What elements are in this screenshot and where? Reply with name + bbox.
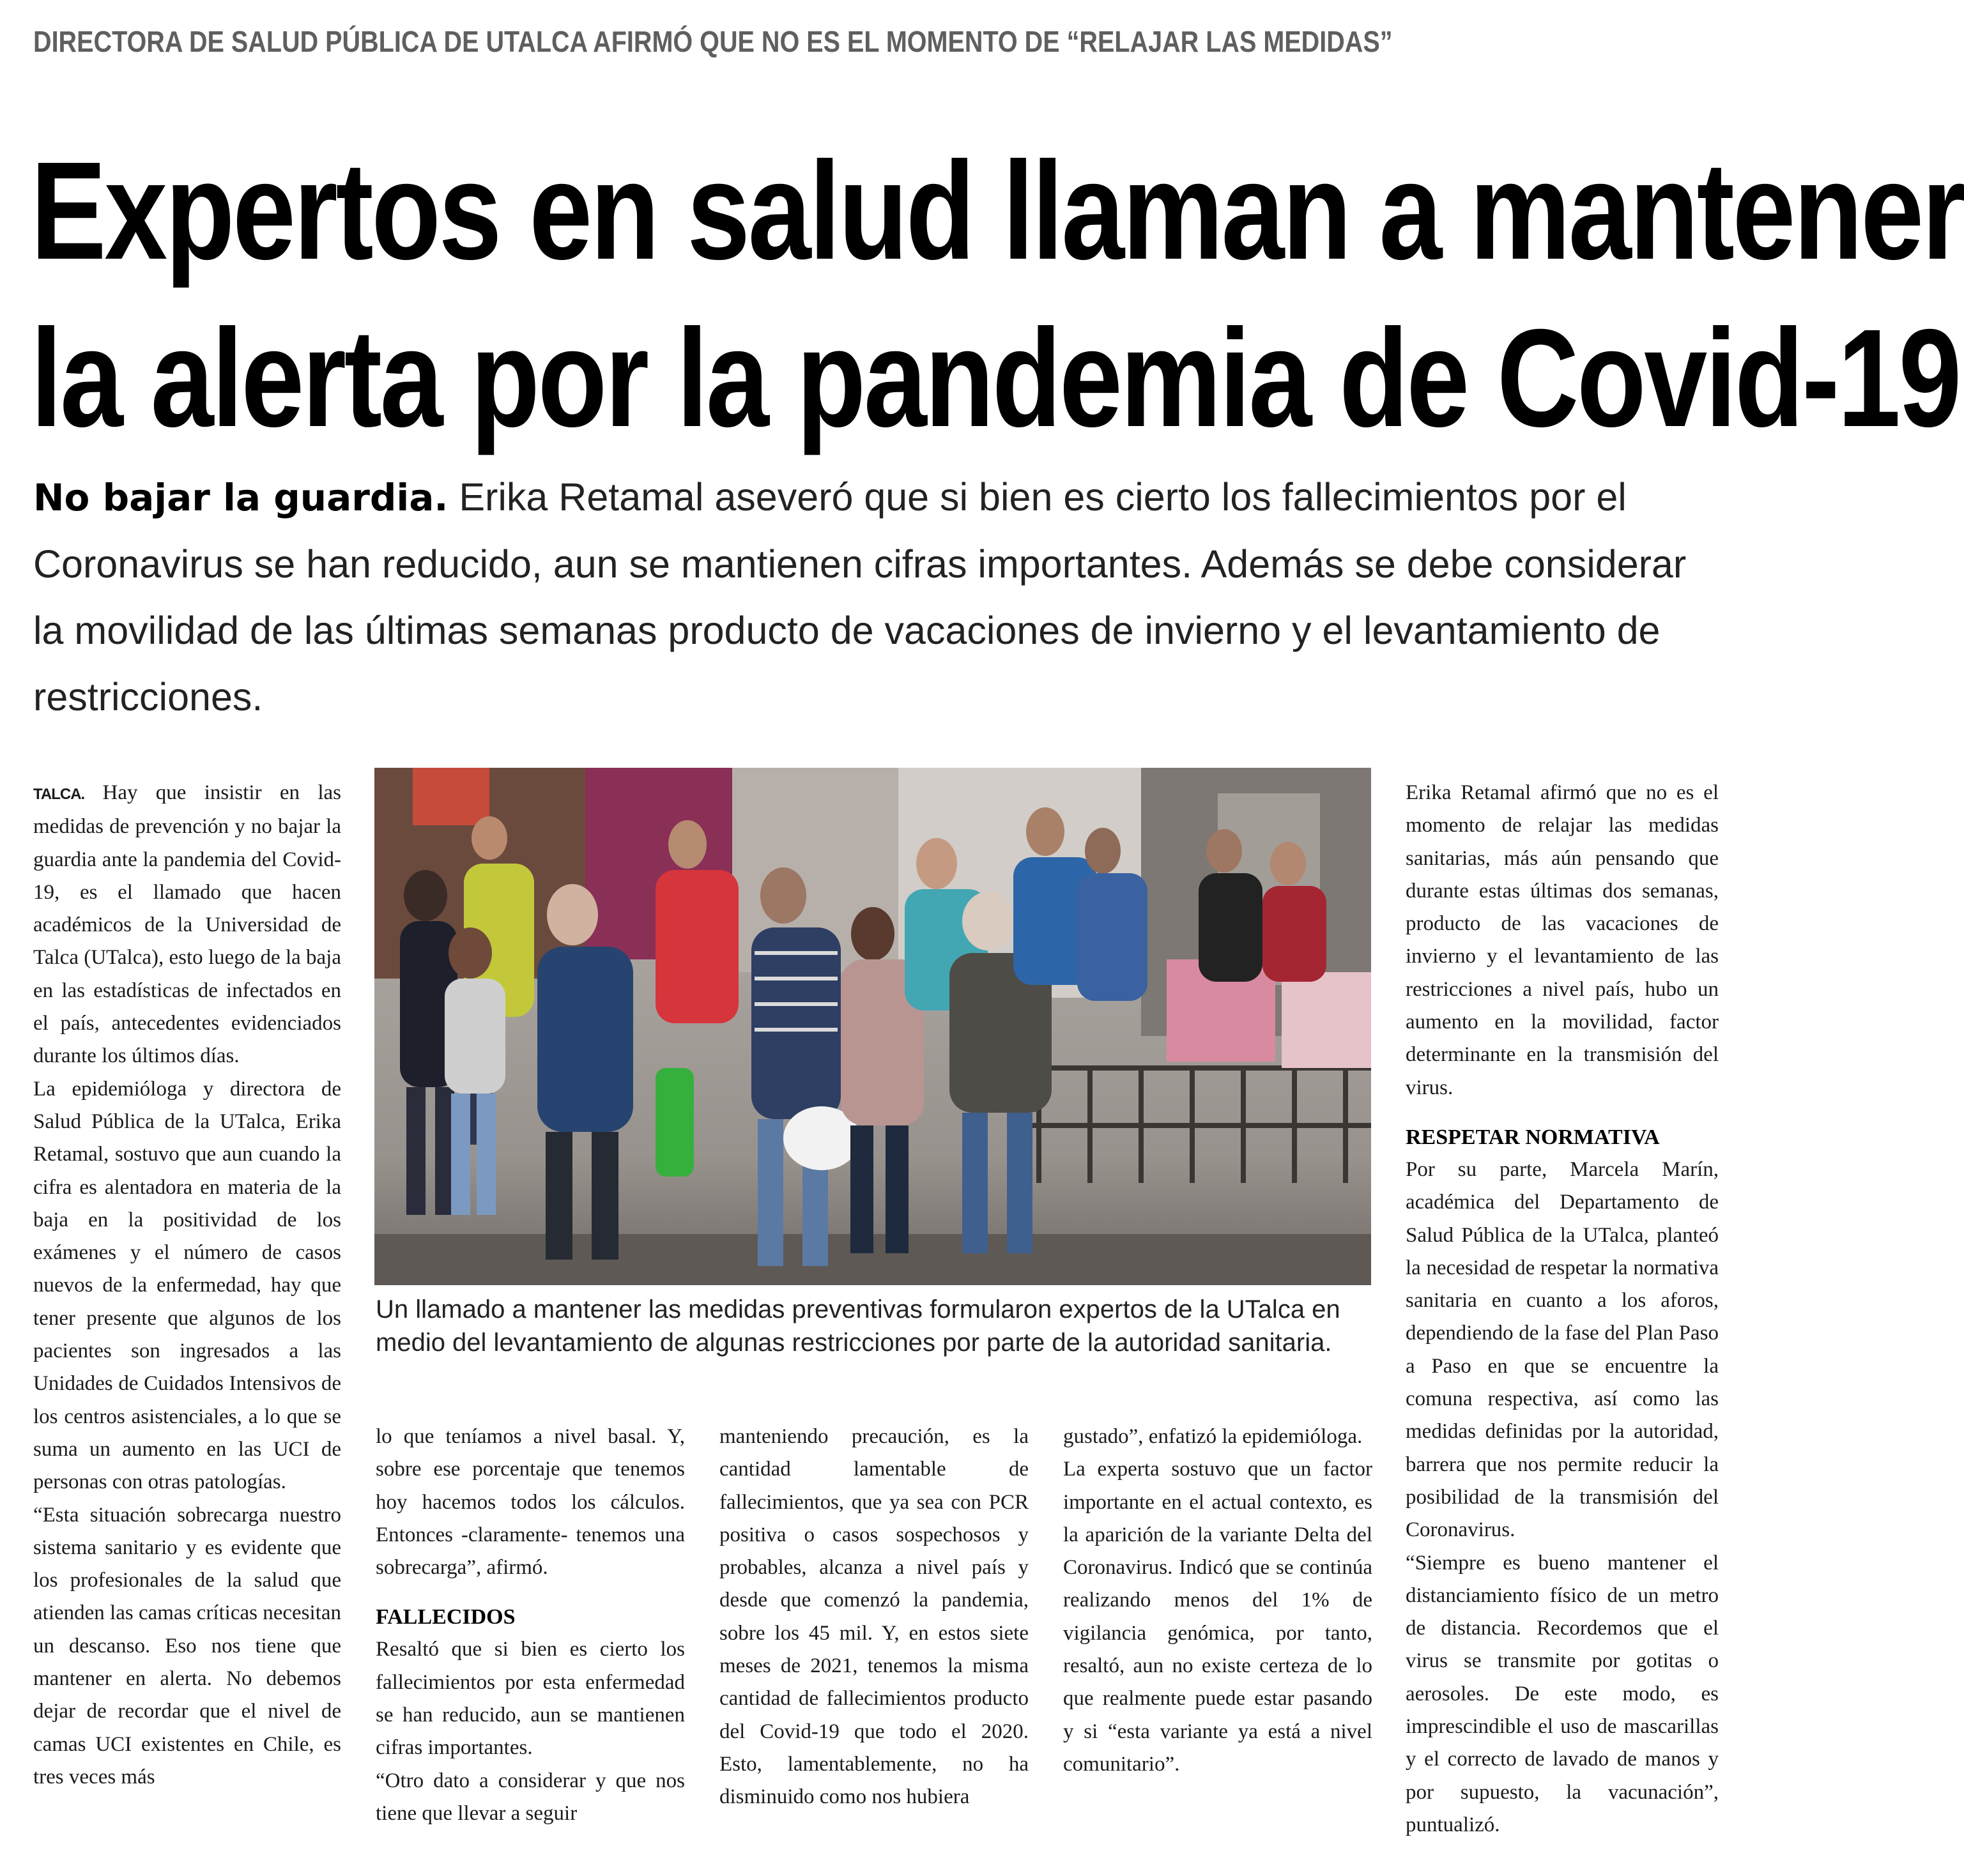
col5-paragraph-3: “Siempre es bueno mantener el distanciamiento físico de un metro de distancia. Recordemos que el virus se transmite por gotitas o aerosoles. De este modo, es imprescindible el uso de mascarillas y el correcto de lavado de manos y por supuesto, la vacunación”, puntualizó. xyxy=(1406,1551,1719,1836)
col5-paragraph-2: Por su parte, Marcela Marín, académica del Departamento de Salud Pública de la UTalca, planteó la necesidad de respetar la normativa sanitaria en cuanto a los aforos, dependiendo de la fase del Plan Paso a Paso en que se encuentre la comuna respectiva, así como las medidas definidas por la autoridad, barrera que nos permite reducir la posibilidad de la transmisión del Coronavirus. xyxy=(1406,1157,1719,1542)
col1-paragraph-3: “Esta situación sobrecarga nuestro sistema sanitario y es evidente que los profesionales de la salud que atienden las camas críticas necesitan un descanso. Eso nos tiene que mantener en alerta. No debemos dejar de recordar que el nivel de camas UCI existentes en Chile, es tres veces más xyxy=(33,1503,341,1788)
column-5 xyxy=(1406,777,1719,1842)
col2-paragraph-3: “Otro dato a considerar y que nos tiene que llevar a seguir xyxy=(376,1769,685,1825)
section-heading-fallecidos: FALLECIDOS xyxy=(376,1605,516,1629)
headline xyxy=(31,128,1964,462)
column-4 xyxy=(1063,1421,1372,1781)
col1-paragraph-1 xyxy=(33,777,341,1073)
col4-paragraph-2: La experta sostuvo que un factor importante en el actual contexto, es la aparición de la variante Delta del Coronavirus. Indicó que se continúa realizando menos del 1% de vigilancia genómica, por tanto, resaltó, aun no existe certeza de lo que realmente puede estar pasando y si “esta variante ya está a nivel comunitario”. xyxy=(1063,1458,1372,1776)
col1-text-1: Hay que insistir en las medidas de prevención y no bajar la guardia ante la pandemia del Covid-19, es el llamado que hacen académicos de la Universidad de Talca (UTalca), esto luego de la baja en las estadísticas de infectados en el país, antecedentes evidenciados durante los últimos días. xyxy=(33,781,341,1068)
section-heading-respetar-normativa: RESPETAR NORMATIVA xyxy=(1406,1125,1660,1149)
headline-line-2: la alerta por la pandemia de Covid-19 xyxy=(31,301,1960,456)
col2-paragraph-2: Resaltó que si bien es cierto los fallecimientos por esta enfermedad se han reducido, aun se mantienen cifras importantes. xyxy=(376,1638,685,1760)
column-1 xyxy=(33,777,341,1794)
col2-paragraph-1: lo que teníamos a nivel basal. Y, sobre ese porcentaje que tenemos hoy hacemos todos los cálculos. Entonces -claramente- tenemos una sobrecarga”, afirmó. xyxy=(376,1425,685,1580)
news-photo xyxy=(374,768,1371,1285)
column-2 xyxy=(376,1421,685,1830)
col4-paragraph-1: gustado”, enfatizó la epidemióloga. xyxy=(1063,1425,1363,1448)
photo-caption: Un llamado a mantener las medidas preventivas formularon expertos de la UTalca en medio del levantamiento de algunas restricciones por parte de la autoridad sanitaria. xyxy=(376,1295,1340,1357)
col5-paragraph-1: Erika Retamal afirmó que no es el momento de relajar las medidas sanitarias, más aún pensando que durante estas últimas dos semanas, producto de las vacaciones de invierno y el levantamiento de las restricciones a nivel país, hubo un aumento en la movilidad, factor determinante en la transmisión del virus. xyxy=(1406,781,1719,1099)
col3-paragraph-1: manteniendo precaución, es la cantidad lamentable de fallecimientos, que ya sea con PCR positiva o casos sospechosos y probables, alcanza a nivel país y desde que comenzó la pandemia, sobre los 45 mil. Y, en estos siete meses de 2021, tenemos la misma cantidad de fallecimientos producto del Covid-19 que todo el 2020. Esto, lamentablemente, no ha disminuido como nos hubiera xyxy=(719,1425,1029,1809)
lead-text: Erika Retamal aseveró que si bien es cierto los fallecimientos por el Coronavirus se han reducido, aun se mantienen cifras importantes. Además se debe considerar la movilidad de las últimas semanas producto de vacaciones de invierno y el levantamiento de restricciones. xyxy=(33,475,1687,719)
dateline: TALCA. xyxy=(33,786,85,803)
headline-line-1: Expertos en salud llaman a mantener xyxy=(31,133,1964,289)
crowd-photo-illustration xyxy=(374,768,1371,1285)
column-3 xyxy=(719,1421,1029,1814)
lead-paragraph xyxy=(33,464,1720,730)
kicker: DIRECTORA DE SALUD PÚBLICA DE UTALCA AFIRMÓ QUE NO ES EL MOMENTO DE “RELAJAR LAS MEDIDAS” xyxy=(33,25,1393,58)
lead-strong: No bajar la guardia. xyxy=(33,476,449,519)
col1-paragraph-2: La epidemióloga y directora de Salud Pública de la UTalca, Erika Retamal, sostuvo que aun cuando la cifra es alentadora en materia de la baja en la positividad de los exámenes y el número de casos nuevos de la enfermedad, hay que tener presente que algunos de los pacientes son ingresados a las Unidades de Cuidados Intensivos de los centros asistenciales, a lo que se suma un aumento en las UCI de personas con otras patologías. xyxy=(33,1077,341,1494)
